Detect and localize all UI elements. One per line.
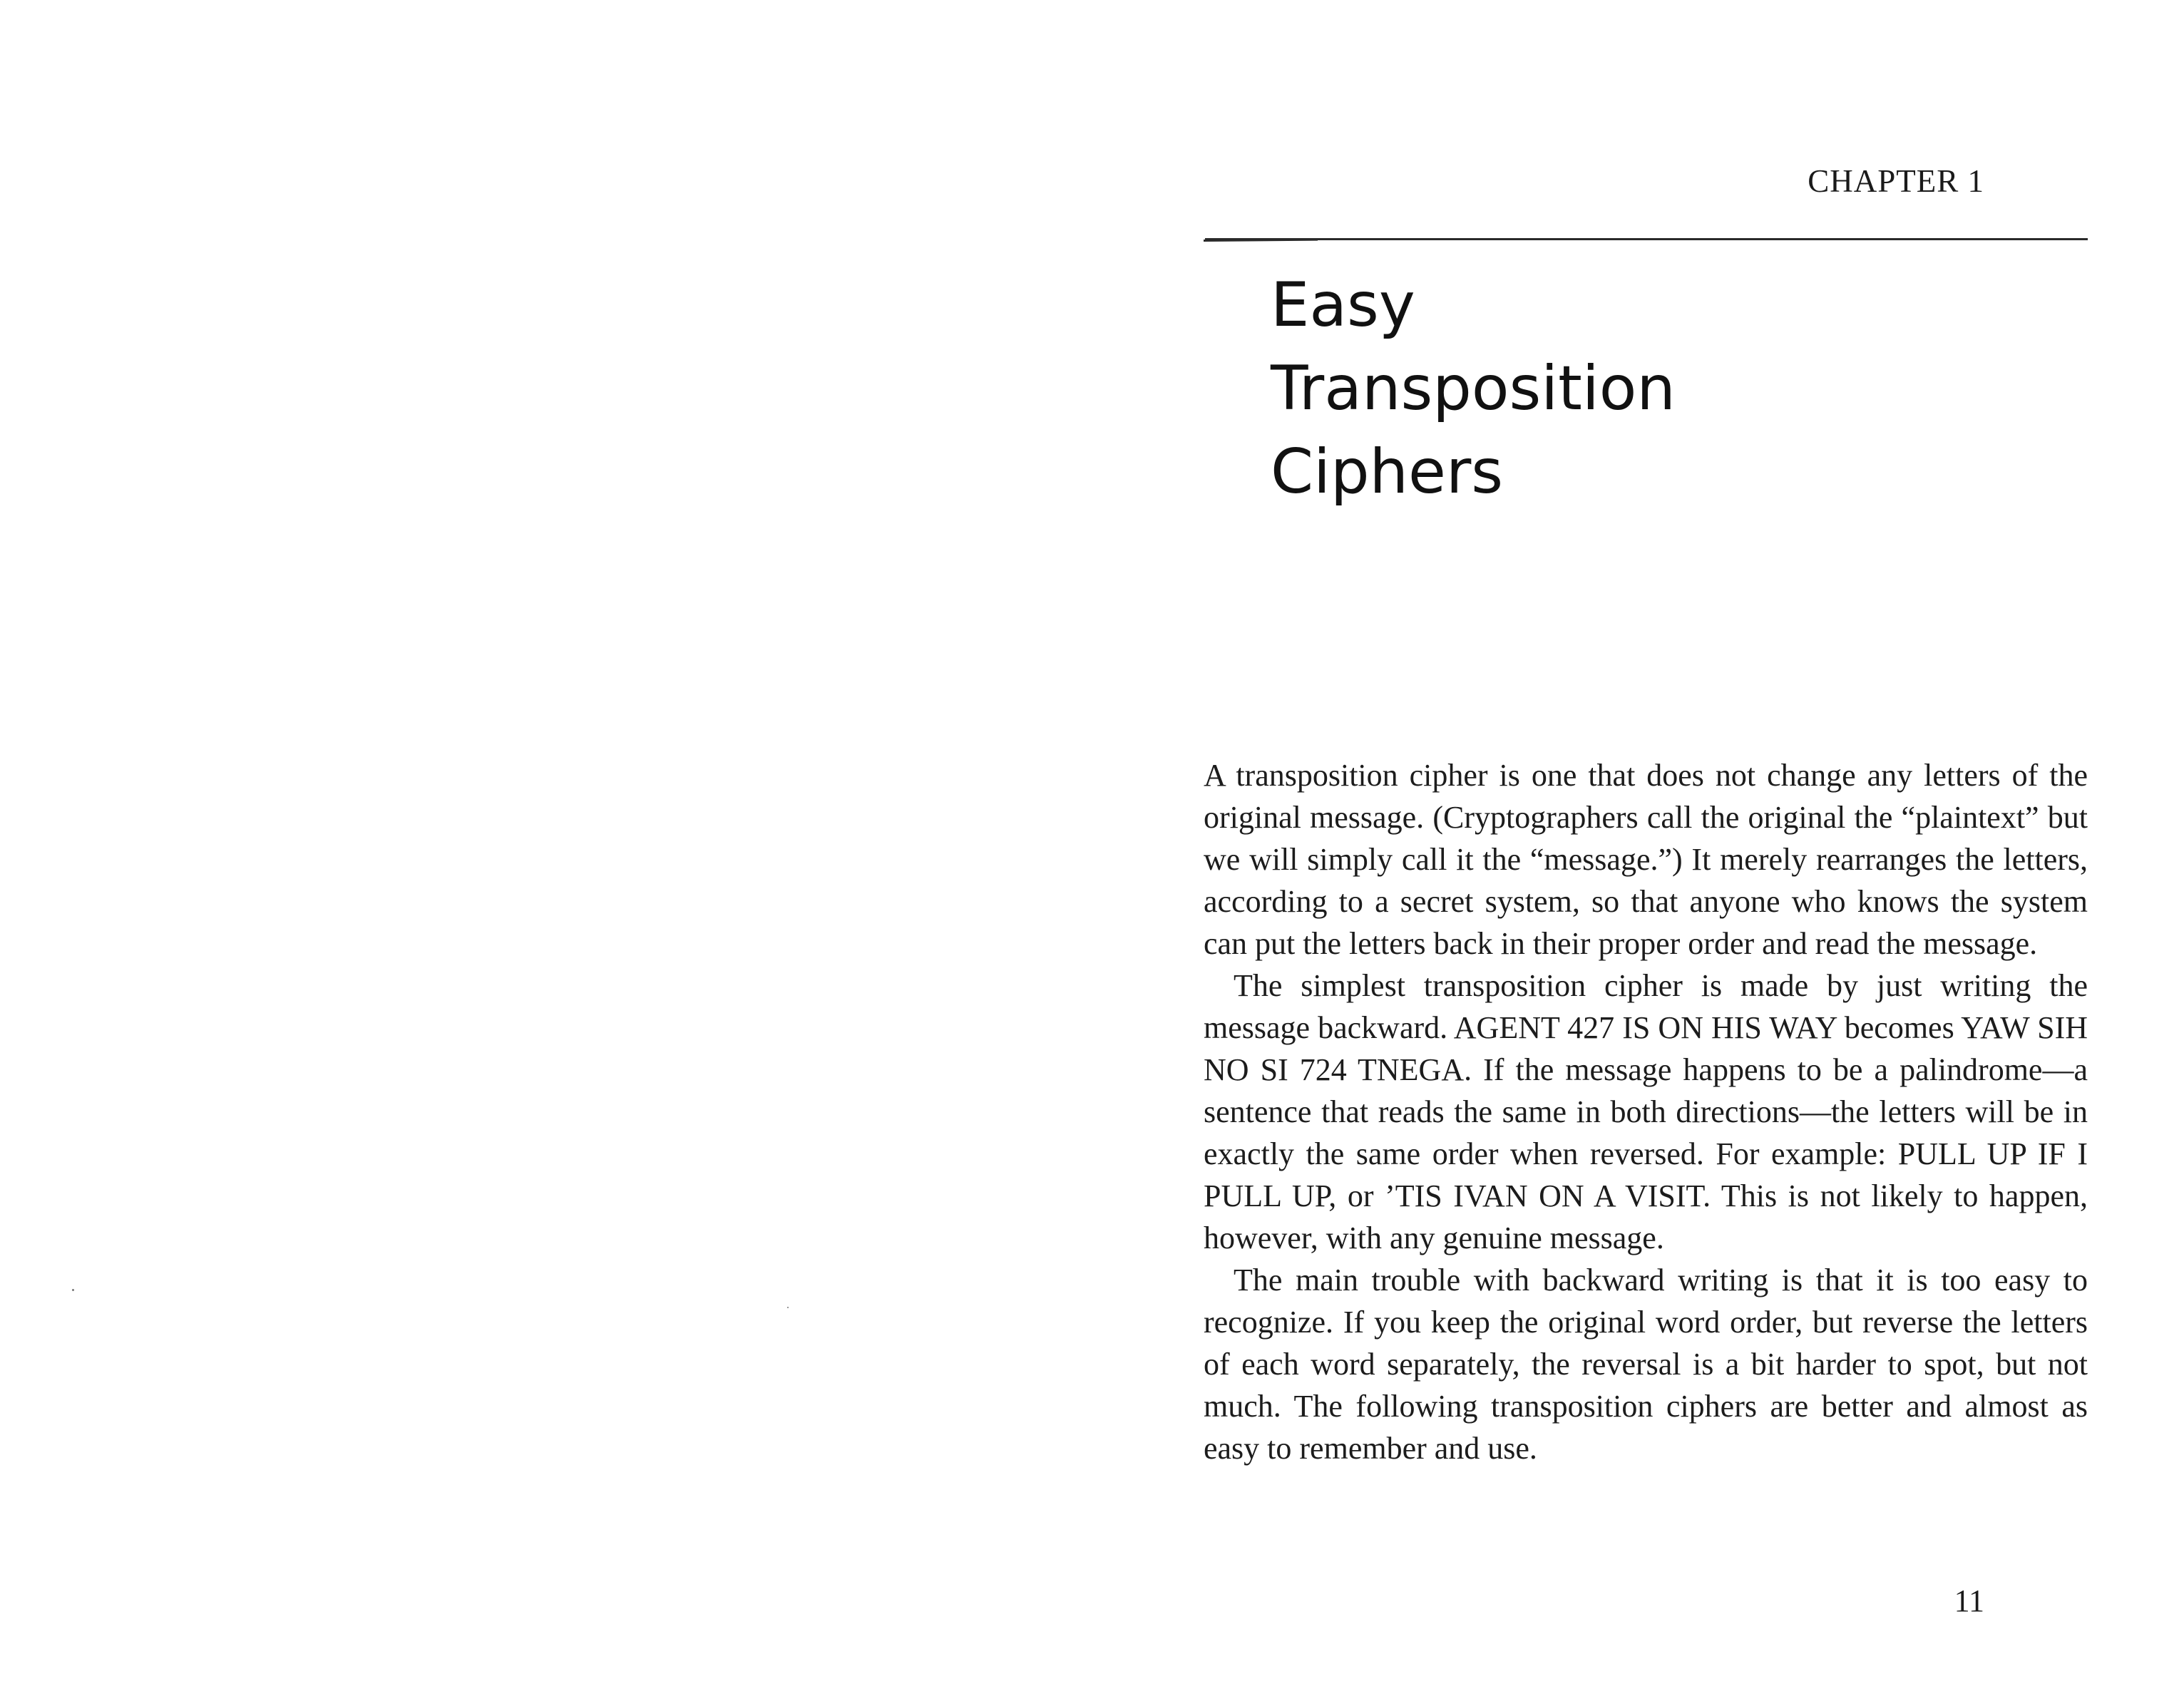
chapter-title-line-2: Transposition (1271, 353, 1676, 424)
chapter-title-line-3: Ciphers (1271, 436, 1504, 508)
paragraph-3: The main trouble with backward writing is that it is too easy to recognize. If you keep the original word order, but reverse the letters of each word separately, the reversal is a bit harder to spot, but not much. The following transposition ciphers are better and almost as easy to remember and use. (1204, 1263, 2088, 1466)
chapter-rule (1205, 238, 2088, 240)
left-page (0, 0, 1084, 1701)
chapter-title (1271, 264, 1676, 514)
paper-speck (787, 1307, 789, 1308)
paper-speck (72, 1289, 74, 1291)
chapter-title-line-1: Easy (1271, 269, 1415, 341)
paragraph-1: A transposition cipher is one that does not change any letters of the original message. (Cryptographers call the original the “plaintext” but we will simply call it the “message.”) It merely rearranges the letters, according to a secret system, so that anyone who knows the system can put the letters back in their proper order and read the message. (1204, 758, 2088, 961)
page-number: 11 (1954, 1583, 1984, 1618)
paragraph-2: The simplest transposition cipher is made by just writing the message backward. AGENT 427 IS ON HIS WAY becomes YAW SIH NO SI 724 TNEGA. If the message happens to be a palindrome—a sentence that reads the same in both directions—the letters will be in exactly the same order when reversed. For example: PULL UP IF I PULL UP, or ’TIS IVAN ON A VISIT. This is not likely to happen, however, with any genuine message. (1204, 968, 2088, 1255)
chapter-label: CHAPTER 1 (1808, 163, 1984, 199)
body-text (1204, 754, 2088, 1469)
right-page (1084, 0, 2184, 1701)
